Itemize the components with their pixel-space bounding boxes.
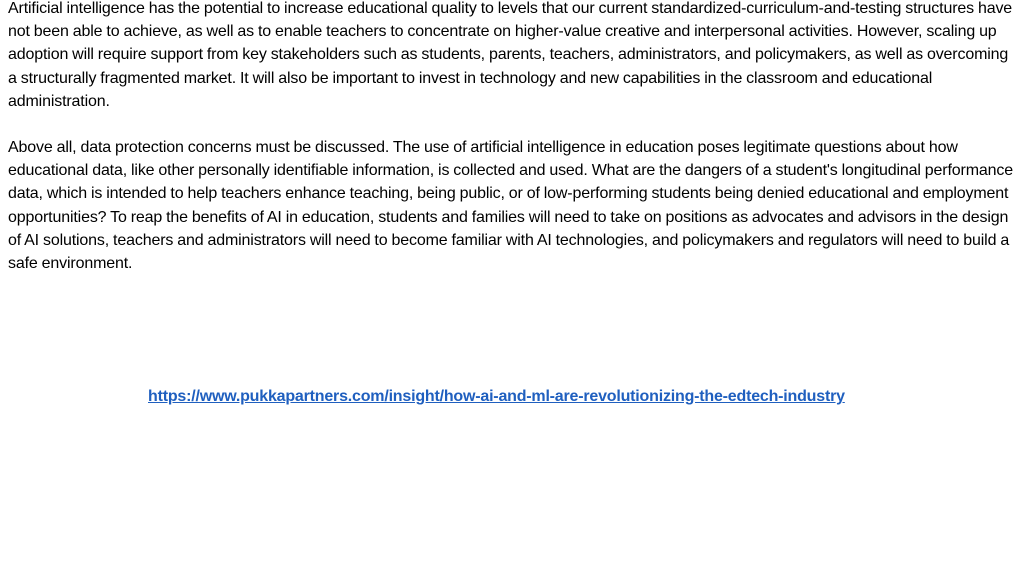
- paragraph-data-protection: Above all, data protection concerns must be discussed. The use of artificial intelligence in education poses legitimate questions about how educational data, like other personally identifiable information, is collected and used. What are the dangers of a student's longitudinal performance data, which is intended to help teachers enhance teaching, being public, or of low-performing students being denied educational and employment opportunities? To reap the benefits of AI in education, students and families will need to take on positions as advocates and advisors in the design of AI solutions, teachers and administrators will need to become familiar with AI technologies, and policymakers and regulators will need to build a safe environment.: [8, 139, 1013, 273]
- paragraph-intro: Artificial intelligence has the potential to increase educational quality to levels that our current standardized-curriculum-and-testing structures have not been able to achieve, as well as to enable teachers to concentrate on higher-value creative and interpersonal activities. However, scaling up adoption will require support from key stakeholders such as students, parents, teachers, administrators, and policymakers, as well as overcoming a structurally fragmented market. It will also be important to invest in technology and new capabilities in the classroom and educational administration.: [8, 0, 1013, 110]
- body-text: [8, 0, 1014, 298]
- source-link[interactable]: https://www.pukkapartners.com/insight/how-ai-and-ml-are-revolutionizing-the-edtech-industry: [148, 388, 845, 405]
